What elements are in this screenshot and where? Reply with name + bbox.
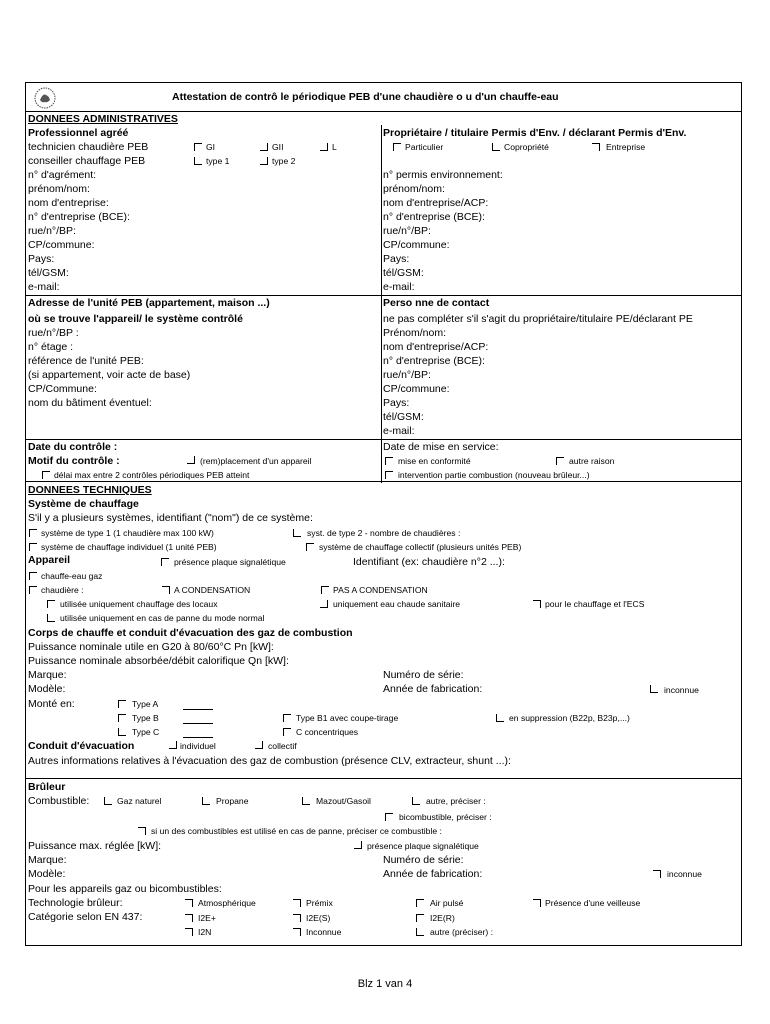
- corps-title: Corps de chauffe et conduit d'évacuation des gaz de combustion: [28, 627, 353, 639]
- page-number: Blz 1 van 4: [357, 978, 413, 990]
- collectif-label: système de chauffage collectif (plusieurs unités PEB): [319, 542, 522, 552]
- serie-label: Numéro de série:: [383, 669, 464, 681]
- particulier-label: Particulier: [405, 142, 444, 152]
- marque-label: Marque:: [28, 669, 67, 681]
- i2e-r-checkbox[interactable]: [416, 914, 424, 922]
- unit-title: Adresse de l'unité PEB (appartement, maison ...): [28, 297, 270, 309]
- air-pulse-checkbox[interactable]: [416, 899, 424, 907]
- owner-field-8: e-mail:: [383, 281, 415, 293]
- puissance-abs-label: Puissance nominale absorbée/débit calorifique Qn [kW]:: [28, 655, 289, 667]
- i2e-plus-checkbox[interactable]: [185, 914, 193, 922]
- contact-field-6: tél/GSM:: [383, 411, 424, 423]
- propane-label: Propane: [216, 796, 249, 806]
- control-date-label: Date du contrôle :: [28, 441, 118, 453]
- condensation-checkbox[interactable]: [162, 586, 170, 594]
- contact-field-4: CP/commune:: [383, 383, 450, 395]
- pro-title: Professionnel agréé: [28, 127, 129, 139]
- appareil-title: Appareil: [28, 554, 71, 566]
- owner-field-7: tél/GSM:: [383, 267, 424, 279]
- autres-info-label: Autres informations relatives à l'évacuation des gaz de combustion (présence CLV, extracteur, shunt ...):: [28, 755, 511, 767]
- systeme-title: Système de chauffage: [28, 498, 139, 510]
- type1-system-label: système de type 1 (1 chaudière max 100 kW): [41, 528, 214, 538]
- particulier-checkbox[interactable]: [393, 143, 401, 151]
- owner-title: Propriétaire / titulaire Permis d'Env. / déclarant Permis d'Env.: [383, 127, 687, 139]
- owner-field-1: prénom/nom:: [383, 183, 445, 195]
- type1-system-checkbox[interactable]: [29, 529, 37, 537]
- pro-field-4: rue/n°/BP:: [28, 225, 76, 237]
- veilleuse-checkbox[interactable]: [533, 899, 541, 907]
- contact-field-0: Prénom/nom:: [383, 327, 447, 339]
- type-b-checkbox[interactable]: [118, 714, 126, 722]
- type-b-label: Type B: [132, 713, 159, 723]
- air-pulse-label: Air pulsé: [430, 898, 464, 908]
- intervention-label: intervention partie combustion (nouveau brûleur...): [398, 470, 590, 480]
- admin-form: [25, 82, 742, 482]
- puissance-reglee-label: Puissance max. réglée [kW]:: [28, 840, 162, 852]
- owner-field-6: Pays:: [383, 253, 410, 265]
- techno-label: Technologie brûleur:: [28, 897, 123, 909]
- util-ecs-label: uniquement eau chaude sanitaire: [333, 599, 461, 609]
- util-chauffage-checkbox[interactable]: [47, 600, 55, 608]
- mazout-checkbox[interactable]: [302, 797, 310, 805]
- owner-field-0: n° permis environnement:: [383, 169, 503, 181]
- type1-label: type 1: [206, 156, 230, 166]
- pour-chauffage-label: pour le chauffage et l'ECS: [545, 599, 645, 609]
- i2e-plus-label: I2E+: [198, 913, 216, 923]
- autre-comb-label: autre, préciser :: [426, 796, 486, 806]
- service-date-label: Date de mise en service:: [383, 441, 499, 453]
- conformite-checkbox[interactable]: [385, 457, 393, 465]
- chaudiere-checkbox[interactable]: [29, 586, 37, 594]
- gii-label: GII: [272, 142, 284, 152]
- section-admin: DONNEES ADMINISTRATIVES: [28, 113, 178, 125]
- inconnue-cat-checkbox[interactable]: [293, 928, 301, 936]
- type2-label: type 2: [272, 156, 296, 166]
- gi-label: GI: [206, 142, 216, 152]
- i2e-s-checkbox[interactable]: [293, 914, 301, 922]
- bruleur-annee-label: Année de fabrication:: [383, 868, 483, 880]
- categorie-label: Catégorie selon EN 437:: [28, 911, 143, 923]
- region-logo-icon: [34, 87, 56, 109]
- conduit-individuel-label: individuel: [180, 741, 216, 751]
- chaudiere-label: chaudière :: [41, 585, 84, 595]
- chauffe-eau-label: chauffe-eau gaz: [41, 571, 103, 581]
- util-ecs-checkbox[interactable]: [320, 600, 328, 608]
- pro-field-0: n° d'agrément:: [28, 169, 97, 181]
- propane-checkbox[interactable]: [202, 797, 210, 805]
- type2-checkbox[interactable]: [260, 157, 268, 165]
- suppression-checkbox[interactable]: [496, 714, 504, 722]
- unit-field-3: (si appartement, voir acte de base): [28, 369, 191, 381]
- contact-note: ne pas compléter s'il s'agit du propriétaire/titulaire PE/déclarant PE: [383, 313, 693, 325]
- contact-field-1: nom d'entreprise/ACP:: [383, 341, 489, 353]
- pro-field-7: tél/GSM:: [28, 267, 69, 279]
- contact-field-5: Pays:: [383, 397, 410, 409]
- plusieurs-label: S'il y a plusieurs systèmes, identifiant ("nom") de ce système:: [28, 512, 313, 524]
- i2e-s-label: I2E(S): [306, 913, 331, 923]
- collectif-checkbox[interactable]: [306, 543, 314, 551]
- conduit-individuel-checkbox[interactable]: [169, 741, 177, 749]
- pro-field-3: n° d'entreprise (BCE):: [28, 211, 130, 223]
- owner-field-4: rue/n°/BP:: [383, 225, 431, 237]
- l-checkbox[interactable]: [320, 143, 328, 151]
- monte-label: Monté en:: [28, 698, 75, 710]
- bruleur-plaque-label: présence plaque signalétique: [367, 841, 479, 851]
- autre-cat-label: autre (préciser) :: [430, 927, 494, 937]
- unit-subtitle: où se trouve l'appareil/ le système contrôlé: [28, 313, 243, 325]
- conseiller-label: conseiller chauffage PEB: [28, 155, 146, 167]
- puissance-utile-label: Puissance nominale utile en G20 à 80/60°C Pn [kW]:: [28, 641, 274, 653]
- technical-form: [25, 482, 742, 946]
- unit-field-2: référence de l'unité PEB:: [28, 355, 144, 367]
- bruleur-serie-label: Numéro de série:: [383, 854, 464, 866]
- modele-label: Modèle:: [28, 683, 66, 695]
- type-c-checkbox[interactable]: [118, 728, 126, 736]
- bicomb-checkbox[interactable]: [385, 813, 393, 821]
- annee-label: Année de fabrication:: [383, 683, 483, 695]
- pro-field-5: CP/commune:: [28, 239, 95, 251]
- i2n-checkbox[interactable]: [185, 928, 193, 936]
- panne-comb-checkbox[interactable]: [138, 827, 146, 835]
- owner-field-3: n° d'entreprise (BCE):: [383, 211, 485, 223]
- c-conc-label: C concentriques: [296, 727, 359, 737]
- type-a-label: Type A: [132, 699, 159, 709]
- type-a-checkbox[interactable]: [118, 700, 126, 708]
- unit-field-4: CP/Commune:: [28, 383, 97, 395]
- pour-chauffage-checkbox[interactable]: [533, 600, 541, 608]
- autre-comb-checkbox[interactable]: [412, 797, 420, 805]
- pas-condensation-label: PAS A CONDENSATION: [333, 585, 428, 595]
- i2n-label: I2N: [198, 927, 212, 937]
- type2-system-label: syst. de type 2 - nombre de chaudières :: [307, 528, 461, 538]
- individuel-checkbox[interactable]: [29, 543, 37, 551]
- tech-label: technicien chaudière PEB: [28, 141, 149, 153]
- contact-field-3: rue/n°/BP:: [383, 369, 431, 381]
- copro-checkbox[interactable]: [492, 143, 500, 151]
- type2-system-checkbox[interactable]: [293, 529, 301, 537]
- atmo-checkbox[interactable]: [185, 899, 193, 907]
- contact-field-2: n° d'entreprise (BCE):: [383, 355, 485, 367]
- delai-label: délai max entre 2 contrôles périodiques PEB atteint: [54, 470, 250, 480]
- intervention-checkbox[interactable]: [385, 471, 393, 479]
- unit-field-0: rue/n°/BP :: [28, 327, 79, 339]
- inconnue-label: inconnue: [664, 685, 699, 695]
- entreprise-label: Entreprise: [606, 142, 646, 152]
- bruleur-inconnue-checkbox[interactable]: [653, 870, 661, 878]
- veilleuse-label: Présence d'une veilleuse: [545, 898, 641, 908]
- contact-title: Perso nne de contact: [383, 297, 490, 309]
- conduit-collectif-label: collectif: [268, 741, 297, 751]
- contact-field-7: e-mail:: [383, 425, 415, 437]
- gii-checkbox[interactable]: [260, 143, 268, 151]
- autre-raison-label: autre raison: [569, 456, 615, 466]
- pour-gaz-label: Pour les appareils gaz ou bicombustibles:: [28, 883, 222, 895]
- type-c-label: Type C: [132, 727, 160, 737]
- conduit-label: Conduit d'évacuation: [28, 740, 135, 752]
- remplacement-label: (rem)placement d'un appareil: [200, 456, 312, 466]
- pas-condensation-checkbox[interactable]: [321, 586, 329, 594]
- plaque-checkbox[interactable]: [161, 558, 169, 566]
- gi-checkbox[interactable]: [194, 143, 202, 151]
- bruleur-inconnue-label: inconnue: [667, 869, 702, 879]
- conformite-label: mise en conformité: [398, 456, 471, 466]
- premix-checkbox[interactable]: [293, 899, 301, 907]
- c-conc-checkbox[interactable]: [283, 728, 291, 736]
- pro-field-1: prénom/nom:: [28, 183, 90, 195]
- bicomb-label: bicombustible, préciser :: [399, 812, 492, 822]
- plaque-label: présence plaque signalétique: [174, 557, 286, 567]
- autre-cat-checkbox[interactable]: [416, 928, 424, 936]
- section-tech: DONNEES TECHNIQUES: [28, 484, 152, 496]
- bruleur-marque-label: Marque:: [28, 854, 67, 866]
- inconnue-cat-label: Inconnue: [306, 927, 342, 937]
- pro-field-8: e-mail:: [28, 281, 60, 293]
- gaz-label: Gaz naturel: [117, 796, 162, 806]
- entreprise-checkbox[interactable]: [592, 143, 600, 151]
- premix-label: Prémix: [306, 898, 333, 908]
- gaz-checkbox[interactable]: [104, 797, 112, 805]
- bruleur-title: Brûleur: [28, 781, 66, 793]
- control-motif-label: Motif du contrôle :: [28, 455, 120, 467]
- suppression-label: en suppression (B22p, B23p,...): [509, 713, 630, 723]
- bruleur-plaque-checkbox[interactable]: [354, 841, 362, 849]
- copro-label: Copropriété: [504, 142, 549, 152]
- i2e-r-label: I2E(R): [430, 913, 455, 923]
- panne-label: utilisée uniquement en cas de panne du mode normal: [60, 613, 265, 623]
- unit-field-5: nom du bâtiment éventuel:: [28, 397, 152, 409]
- owner-field-2: nom d'entreprise/ACP:: [383, 197, 489, 209]
- type1-checkbox[interactable]: [194, 157, 202, 165]
- page-title: Attestation de contrô le périodique PEB d'une chaudière o u d'un chauffe-eau: [172, 91, 559, 103]
- b1-checkbox[interactable]: [283, 714, 291, 722]
- util-chauffage-label: utilisée uniquement chauffage des locaux: [60, 599, 218, 609]
- delai-checkbox[interactable]: [42, 471, 50, 479]
- b1-label: Type B1 avec coupe-tirage: [296, 713, 399, 723]
- identifiant-label: Identifiant (ex: chaudière n°2 ...):: [353, 556, 505, 568]
- owner-field-5: CP/commune:: [383, 239, 450, 251]
- conduit-collectif-checkbox[interactable]: [255, 741, 263, 749]
- chauffe-eau-checkbox[interactable]: [29, 572, 37, 580]
- panne-checkbox[interactable]: [47, 614, 55, 622]
- combustible-label: Combustible:: [28, 795, 90, 807]
- remplacement-checkbox[interactable]: [187, 456, 195, 464]
- pro-field-2: nom d'entreprise:: [28, 197, 109, 209]
- pro-field-6: Pays:: [28, 253, 55, 265]
- autre-raison-checkbox[interactable]: [556, 457, 564, 465]
- inconnue-checkbox[interactable]: [650, 685, 658, 693]
- atmo-label: Atmosphérique: [198, 898, 256, 908]
- unit-field-1: n° étage :: [28, 341, 74, 353]
- l-label: L: [332, 142, 337, 152]
- condensation-label: A CONDENSATION: [174, 585, 251, 595]
- individuel-label: système de chauffage individuel (1 unité PEB): [41, 542, 217, 552]
- panne-comb-label: si un des combustibles est utilisé en cas de panne, préciser ce combustible :: [151, 826, 442, 836]
- bruleur-modele-label: Modèle:: [28, 868, 66, 880]
- mazout-label: Mazout/Gasoil: [316, 796, 371, 806]
